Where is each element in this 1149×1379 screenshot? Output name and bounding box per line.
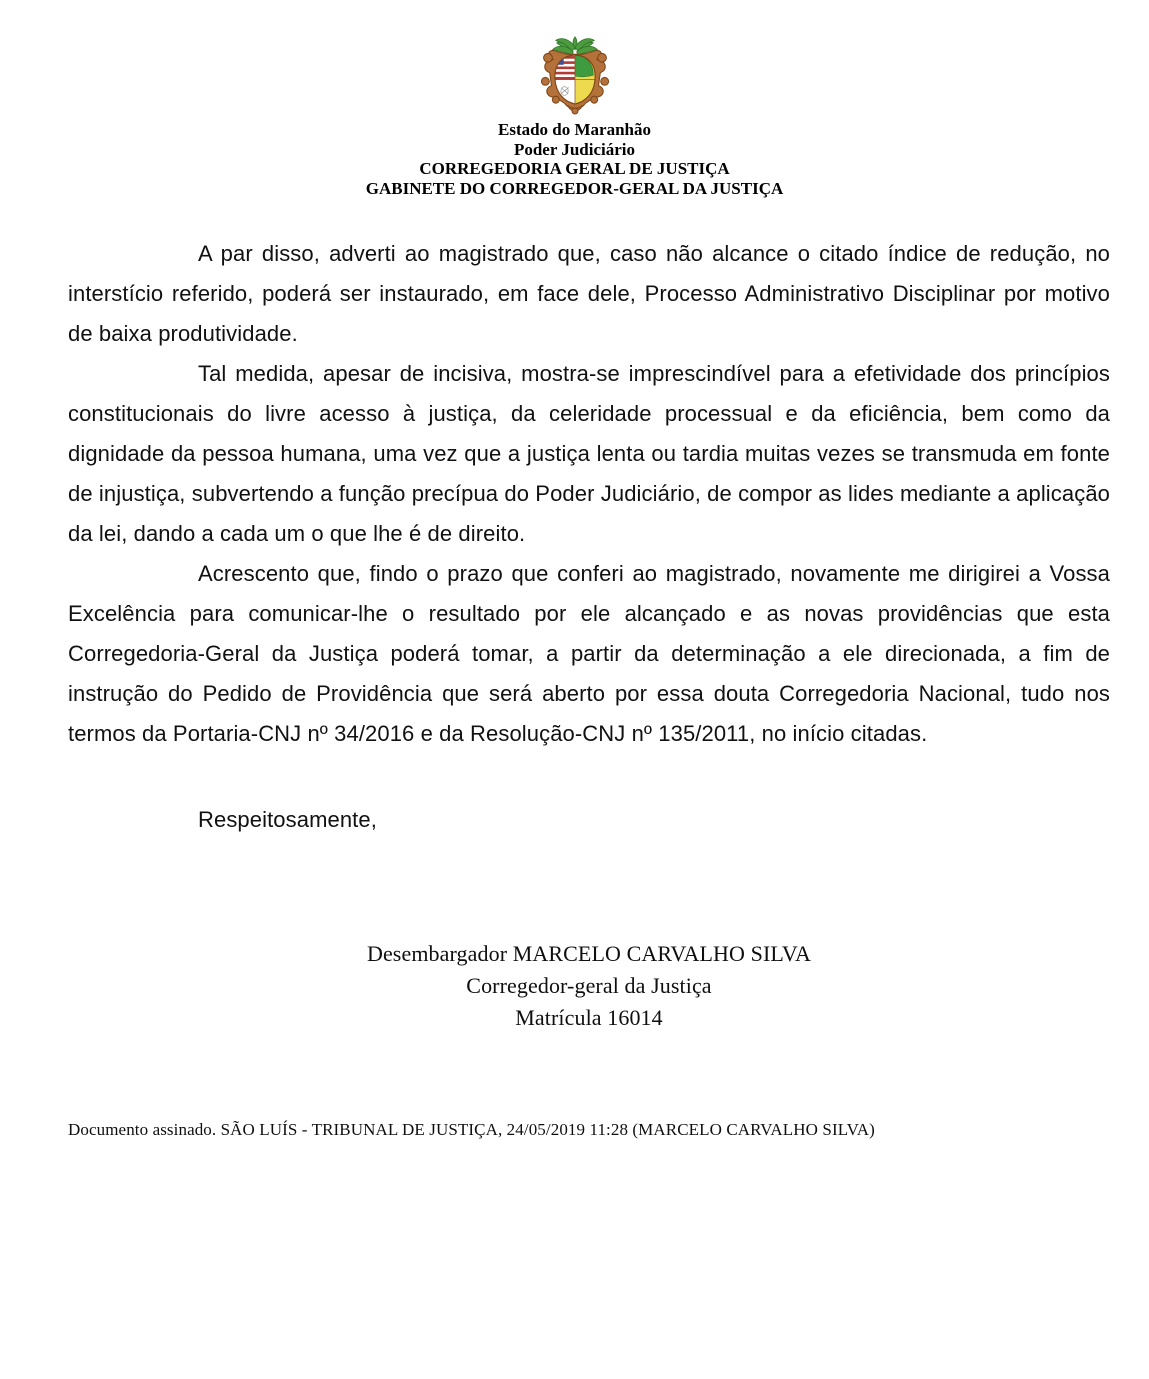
signer-name: Desembargador MARCELO CARVALHO SILVA bbox=[366, 941, 812, 966]
maranhao-coat-of-arms-icon bbox=[528, 36, 622, 118]
document-header bbox=[0, 0, 1149, 198]
document-body bbox=[68, 234, 1110, 1140]
signature-block bbox=[68, 938, 1110, 1034]
signer-title: Corregedor-geral da Justiça bbox=[466, 973, 712, 998]
header-line-corregedoria: CORREGEDORIA GERAL DE JUSTIÇA bbox=[419, 159, 730, 178]
body-paragraph-3: Acrescento que, findo o prazo que conferi ao magistrado, novamente me dirigirei a Vossa Excelência para comunicar-lhe o resultado por ele alcançado e as novas providências que esta Corregedoria-Geral da Justiça poderá tomar, a partir da determinação a ele direcionada, a fim de instrução do Pedido de Providência que será aberto por essa douta Corregedoria Nacional, tudo nos termos da Portaria-CNJ nº 34/2016 e da Resolução-CNJ nº 135/2011, no início citadas. bbox=[68, 561, 1110, 746]
header-line-gabinete: GABINETE DO CORREGEDOR-GERAL DA JUSTIÇA bbox=[365, 178, 784, 198]
body-paragraph-2: Tal medida, apesar de incisiva, mostra-se imprescindível para a efetividade dos princípios constitucionais do livre acesso à justiça, da celeridade processual e da eficiência, bem como da dignidade da pessoa humana, uma vez que a justiça lenta ou tardia muitas vezes se transmuda em fonte de injustiça, subvertendo a função precípua do Poder Judiciário, de compor as lides mediante a aplicação da lei, dando a cada um o que lhe é de direito. bbox=[68, 361, 1110, 546]
body-paragraph-1: A par disso, adverti ao magistrado que, caso não alcance o citado índice de redução, no interstício referido, poderá ser instaurado, em face dele, Processo Administrativo Disciplinar por motivo de baixa produtividade. bbox=[68, 241, 1110, 346]
closing-salutation: Respeitosamente, bbox=[198, 807, 377, 832]
header-line-poder: Poder Judiciário bbox=[513, 139, 636, 159]
document-signed-stamp: Documento assinado. SÃO LUÍS - TRIBUNAL DE JUSTIÇA, 24/05/2019 11:28 (MARCELO CARVALHO SILVA) bbox=[68, 1120, 875, 1139]
signer-registration: Matrícula 16014 bbox=[515, 1005, 663, 1030]
header-line-estado: Estado do Maranhão bbox=[497, 120, 652, 139]
